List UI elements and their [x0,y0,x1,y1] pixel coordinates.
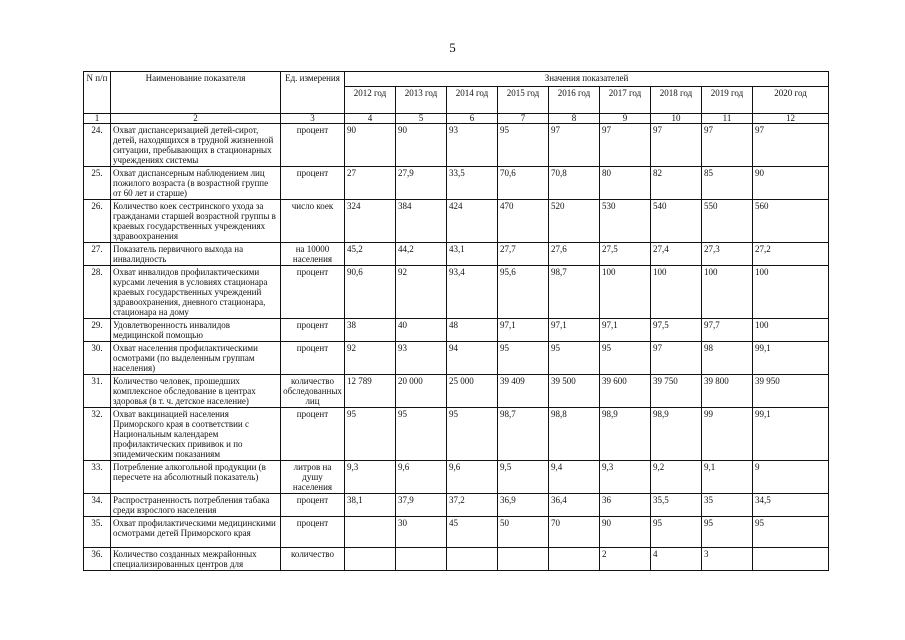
indicator-value: 27,3 [702,243,753,266]
indicator-value: 39 950 [753,375,829,408]
indicator-value: 48 [447,319,498,342]
table-row [84,266,829,319]
indicator-value: 80 [600,167,651,200]
table-body [84,114,829,571]
indicator-value: 27,2 [753,243,829,266]
indicator-value: 92 [345,342,396,375]
indicator-value: 37,2 [447,494,498,517]
indicator-value: 2 [600,548,651,571]
indicator-value: 95 [651,517,702,548]
indicator-value: 25 000 [447,375,498,408]
indicator-value: 90 [345,124,396,167]
indicator-value: 90 [396,124,447,167]
header-year: 2018 год [651,87,702,114]
indicator-value: 95 [753,517,829,548]
row-number: 26. [84,200,111,243]
indicator-value: 424 [447,200,498,243]
indicator-value: 9,5 [498,461,549,494]
indicator-value: 34,5 [753,494,829,517]
column-number: 4 [345,114,396,124]
indicator-value: 97 [702,124,753,167]
indicator-unit: процент [281,319,345,342]
indicator-value: 38,1 [345,494,396,517]
indicator-unit: процент [281,342,345,375]
indicator-name: Показатель первичного выхода на инвалидность [111,243,281,266]
row-number: 29. [84,319,111,342]
indicator-name: Потребление алкогольной продукции (в пересчете на абсолютный показатель) [111,461,281,494]
indicator-value: 36 [600,494,651,517]
indicator-value: 27,6 [549,243,600,266]
column-number: 8 [549,114,600,124]
indicator-value: 98,8 [549,408,600,461]
indicator-name: Количество созданных межрайонных специализированных центров для [111,548,281,571]
indicator-unit: процент [281,124,345,167]
indicator-value: 90 [753,167,829,200]
indicator-value: 95 [447,408,498,461]
indicator-value: 530 [600,200,651,243]
column-number: 11 [702,114,753,124]
indicator-value: 90,6 [345,266,396,319]
indicator-value: 9,2 [651,461,702,494]
indicator-value: 27 [345,167,396,200]
indicator-value: 20 000 [396,375,447,408]
table-row [84,461,829,494]
indicator-value: 93,4 [447,266,498,319]
table-row [84,517,829,548]
indicator-unit: литров на душу населения [281,461,345,494]
indicator-value: 97 [549,124,600,167]
indicator-unit: количество [281,548,345,571]
indicator-value: 43,1 [447,243,498,266]
header-year: 2017 год [600,87,651,114]
indicator-value: 95 [549,342,600,375]
indicator-value: 95 [600,342,651,375]
indicator-value: 9,3 [600,461,651,494]
indicator-value: 44,2 [396,243,447,266]
row-number: 28. [84,266,111,319]
row-number: 33. [84,461,111,494]
header-year: 2014 год [447,87,498,114]
indicator-unit: количество обследованных лиц [281,375,345,408]
indicator-value: 98 [702,342,753,375]
indicator-value: 4 [651,548,702,571]
indicator-value: 95 [498,342,549,375]
indicator-name: Охват профилактическими медицинскими осмотрами детей Приморского края [111,517,281,548]
row-number: 36. [84,548,111,571]
row-number: 25. [84,167,111,200]
indicators-table [83,71,829,571]
indicator-value: 27,4 [651,243,702,266]
indicator-value: 27,5 [600,243,651,266]
indicator-value: 95 [498,124,549,167]
indicator-value: 9,6 [447,461,498,494]
indicator-value: 90 [600,517,651,548]
indicator-value: 98,7 [549,266,600,319]
indicator-unit: процент [281,494,345,517]
indicator-value [345,517,396,548]
indicator-value: 93 [447,124,498,167]
indicator-value [345,548,396,571]
header-year: 2013 год [396,87,447,114]
indicator-value: 97 [600,124,651,167]
indicator-value: 39 800 [702,375,753,408]
indicator-value: 9,1 [702,461,753,494]
indicator-value: 98,9 [651,408,702,461]
column-number: 12 [753,114,829,124]
row-number: 35. [84,517,111,548]
indicator-value: 384 [396,200,447,243]
indicator-value: 39 409 [498,375,549,408]
indicator-value: 100 [702,266,753,319]
indicator-value: 550 [702,200,753,243]
indicator-value [549,548,600,571]
indicator-value: 97,5 [651,319,702,342]
column-number: 9 [600,114,651,124]
indicator-value: 36,4 [549,494,600,517]
indicator-value: 97,1 [549,319,600,342]
table-row [84,342,829,375]
row-number: 27. [84,243,111,266]
indicator-value: 50 [498,517,549,548]
indicator-value: 95 [396,408,447,461]
indicator-value: 95 [702,517,753,548]
indicator-unit: процент [281,517,345,548]
indicator-value: 93 [396,342,447,375]
indicator-value: 12 789 [345,375,396,408]
column-number: 5 [396,114,447,124]
header-row [84,72,829,87]
indicator-value: 70,6 [498,167,549,200]
indicator-name: Количество человек, прошедших комплексное обследование в центрах здоровья (в т. ч. детское население) [111,375,281,408]
indicator-value: 3 [702,548,753,571]
indicator-value: 39 600 [600,375,651,408]
indicator-value: 35 [702,494,753,517]
indicator-value: 82 [651,167,702,200]
indicator-value [498,548,549,571]
indicator-name: Количество коек сестринского ухода за гражданами старшей возрастной группы в краевых государственных учреждениях здравоохранения [111,200,281,243]
indicator-value: 9 [753,461,829,494]
header-year: 2019 год [702,87,753,114]
indicator-unit: число коек [281,200,345,243]
row-number: 31. [84,375,111,408]
indicator-unit: на 10000 населения [281,243,345,266]
indicator-value: 45 [447,517,498,548]
indicator-value: 324 [345,200,396,243]
indicator-value [447,548,498,571]
indicator-unit: процент [281,408,345,461]
column-number: 7 [498,114,549,124]
indicator-value: 100 [753,319,829,342]
column-numbers-row [84,114,829,124]
indicator-value: 100 [753,266,829,319]
row-number: 24. [84,124,111,167]
column-number: 3 [281,114,345,124]
indicator-value: 70,8 [549,167,600,200]
indicator-value: 520 [549,200,600,243]
page-number: 5 [449,40,456,55]
column-number: 10 [651,114,702,124]
indicator-value: 99 [702,408,753,461]
indicator-value: 85 [702,167,753,200]
indicator-value: 39 750 [651,375,702,408]
indicator-value: 99,1 [753,342,829,375]
indicator-value: 98,9 [600,408,651,461]
indicator-value: 39 500 [549,375,600,408]
indicator-value: 540 [651,200,702,243]
indicator-value: 70 [549,517,600,548]
indicator-value: 9,3 [345,461,396,494]
header-name: Наименование показателя [111,72,281,114]
table-row [84,319,829,342]
indicator-unit: процент [281,266,345,319]
indicator-value: 470 [498,200,549,243]
column-number: 1 [84,114,111,124]
table-row [84,243,829,266]
indicator-value: 94 [447,342,498,375]
row-number: 34. [84,494,111,517]
indicator-value: 92 [396,266,447,319]
indicator-value: 560 [753,200,829,243]
indicator-name: Охват вакцинацией населения Приморского края в соответствии с Национальным календарем профилактических прививок и по эпидемическим показаниям [111,408,281,461]
indicator-value: 99,1 [753,408,829,461]
indicator-value: 27,9 [396,167,447,200]
row-number: 32. [84,408,111,461]
indicator-value: 36,9 [498,494,549,517]
indicator-unit: процент [281,167,345,200]
table-row [84,375,829,408]
column-number: 6 [447,114,498,124]
indicator-name: Распространенность потребления табака среди взрослого населения [111,494,281,517]
indicator-value: 100 [651,266,702,319]
table-row [84,408,829,461]
indicator-value: 97,1 [600,319,651,342]
indicator-value: 37,9 [396,494,447,517]
header-year: 2015 год [498,87,549,114]
indicator-value: 33,5 [447,167,498,200]
header-year: 2020 год [753,87,829,114]
indicator-value: 97 [651,342,702,375]
table-row [84,200,829,243]
table-row [84,167,829,200]
indicator-value: 9,4 [549,461,600,494]
indicator-value: 9,6 [396,461,447,494]
indicator-value: 98,7 [498,408,549,461]
indicator-value: 95 [345,408,396,461]
header-values-group: Значения показателей [345,72,829,87]
indicator-value: 27,7 [498,243,549,266]
indicator-value: 40 [396,319,447,342]
indicator-value: 97 [651,124,702,167]
column-number: 2 [111,114,281,124]
table-row [84,548,829,571]
header-num: N п/п [84,72,111,114]
table-row [84,494,829,517]
indicator-name: Охват населения профилактическими осмотрами (по выделенным группам населения) [111,342,281,375]
table-row [84,124,829,167]
indicator-name: Удовлетворенность инвалидов медицинской помощью [111,319,281,342]
indicator-value [396,548,447,571]
indicator-value: 97 [753,124,829,167]
indicator-value: 100 [600,266,651,319]
indicator-name: Охват диспансеризацией детей-сирот, детей, находящихся в трудной жизненной ситуации, пребывающих в стационарных учреждениях системы [111,124,281,167]
indicator-name: Охват диспансерным наблюдением лиц пожилого возраста (в возрастной группе от 60 лет и старше) [111,167,281,200]
header-year: 2012 год [345,87,396,114]
indicator-name: Охват инвалидов профилактическими курсами лечения в условиях стационара краевых государственных учреждений здравоохранения, дневного стационара, стационара на дому [111,266,281,319]
indicator-value: 95,6 [498,266,549,319]
header-unit: Ед. измерения [281,72,345,114]
row-number: 30. [84,342,111,375]
indicator-value: 38 [345,319,396,342]
header-year: 2016 год [549,87,600,114]
indicator-value: 97,7 [702,319,753,342]
indicator-value: 30 [396,517,447,548]
indicator-value: 97,1 [498,319,549,342]
indicator-value: 35,5 [651,494,702,517]
indicator-value: 45,2 [345,243,396,266]
indicator-value [753,548,829,571]
